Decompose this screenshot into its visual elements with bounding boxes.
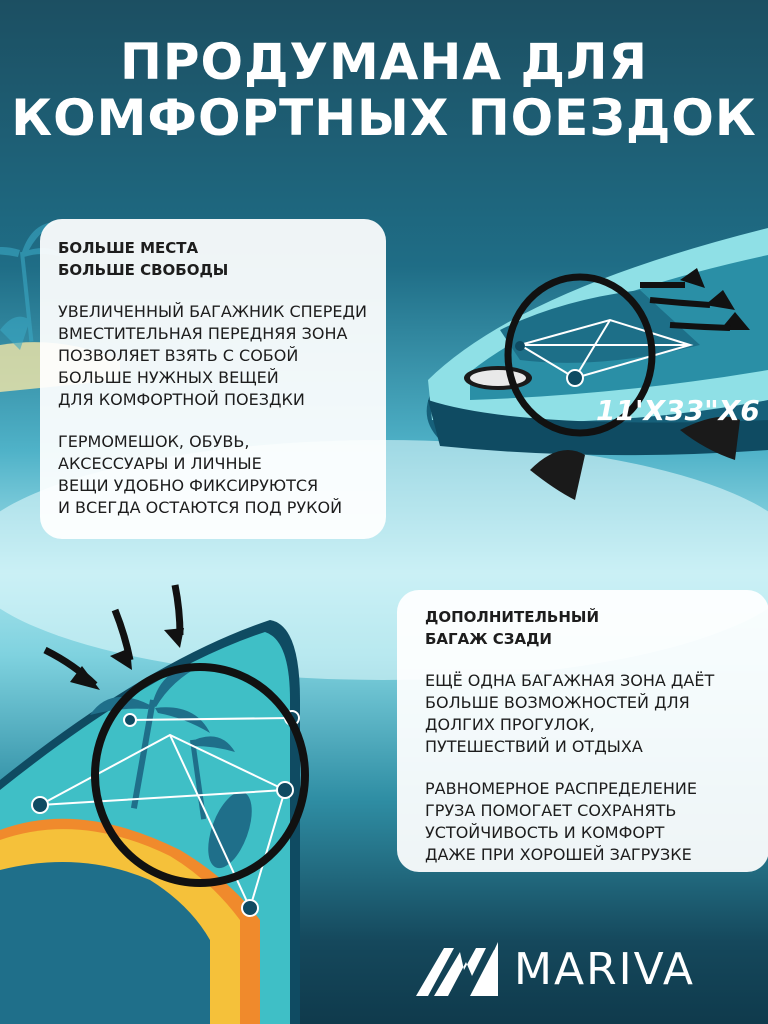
front-heading-line: БОЛЬШЕ СВОБОДЫ bbox=[58, 261, 229, 279]
text-line: БОЛЬШЕ ВОЗМОЖНОСТЕЙ ДЛЯ bbox=[425, 693, 690, 712]
text-line: АКСЕССУАРЫ И ЛИЧНЫЕ bbox=[58, 454, 262, 473]
rear-heading-line: ДОПОЛНИТЕЛЬНЫЙ bbox=[425, 608, 600, 626]
text-line: ПУТЕШЕСТВИЙ И ОТДЫХА bbox=[425, 737, 643, 756]
text-line: И ВСЕГДА ОСТАЮТСЯ ПОД РУКОЙ bbox=[58, 498, 343, 517]
text-line: РАВНОМЕРНОЕ РАСПРЕДЕЛЕНИЕ bbox=[425, 779, 697, 798]
title-line-2: КОМФОРТНЫХ ПОЕЗДОК bbox=[11, 89, 757, 147]
mariva-logo-icon bbox=[414, 942, 500, 998]
page-title bbox=[0, 34, 768, 146]
rear-heading-line: БАГАЖ СЗАДИ bbox=[425, 630, 552, 648]
text-line: ДАЖЕ ПРИ ХОРОШЕЙ ЗАГРУЗКЕ bbox=[425, 845, 692, 864]
text-line: ВМЕСТИТЕЛЬНАЯ ПЕРЕДНЯЯ ЗОНА bbox=[58, 324, 348, 343]
rear-card-heading bbox=[425, 606, 768, 650]
rear-storage-card bbox=[397, 590, 768, 872]
front-card-heading bbox=[58, 237, 386, 281]
front-card-paragraph-2 bbox=[58, 431, 386, 519]
text-line: ПОЗВОЛЯЕТ ВЗЯТЬ С СОБОЙ bbox=[58, 346, 299, 365]
text-line: УВЕЛИЧЕННЫЙ БАГАЖНИК СПЕРЕДИ bbox=[58, 302, 367, 321]
text-line: ГРУЗА ПОМОГАЕТ СОХРАНЯТЬ bbox=[425, 801, 677, 820]
text-line: ЕЩЁ ОДНА БАГАЖНАЯ ЗОНА ДАЁТ bbox=[425, 671, 715, 690]
brand-logo bbox=[414, 940, 744, 1000]
text-line: ВЕЩИ УДОБНО ФИКСИРУЮТСЯ bbox=[58, 476, 319, 495]
front-heading-line: БОЛЬШЕ МЕСТА bbox=[58, 239, 199, 257]
board-size-print: 11'X33"X6 bbox=[596, 394, 760, 427]
front-card-paragraph-1 bbox=[58, 301, 386, 411]
brand-name: MARIVA bbox=[514, 944, 695, 995]
text-line: ГЕРМОМЕШОК, ОБУВЬ, bbox=[58, 432, 250, 451]
title-line-1: ПРОДУМАНА ДЛЯ bbox=[119, 33, 649, 91]
rear-card-paragraph-1 bbox=[425, 670, 768, 758]
rear-card-paragraph-2 bbox=[425, 778, 768, 866]
text-line: ДОЛГИХ ПРОГУЛОК, bbox=[425, 715, 595, 734]
text-line: ДЛЯ КОМФОРТНОЙ ПОЕЗДКИ bbox=[58, 390, 305, 409]
front-storage-card bbox=[40, 219, 386, 539]
text-line: БОЛЬШЕ НУЖНЫХ ВЕЩЕЙ bbox=[58, 368, 279, 387]
text-line: УСТОЙЧИВОСТЬ И КОМФОРТ bbox=[425, 823, 665, 842]
